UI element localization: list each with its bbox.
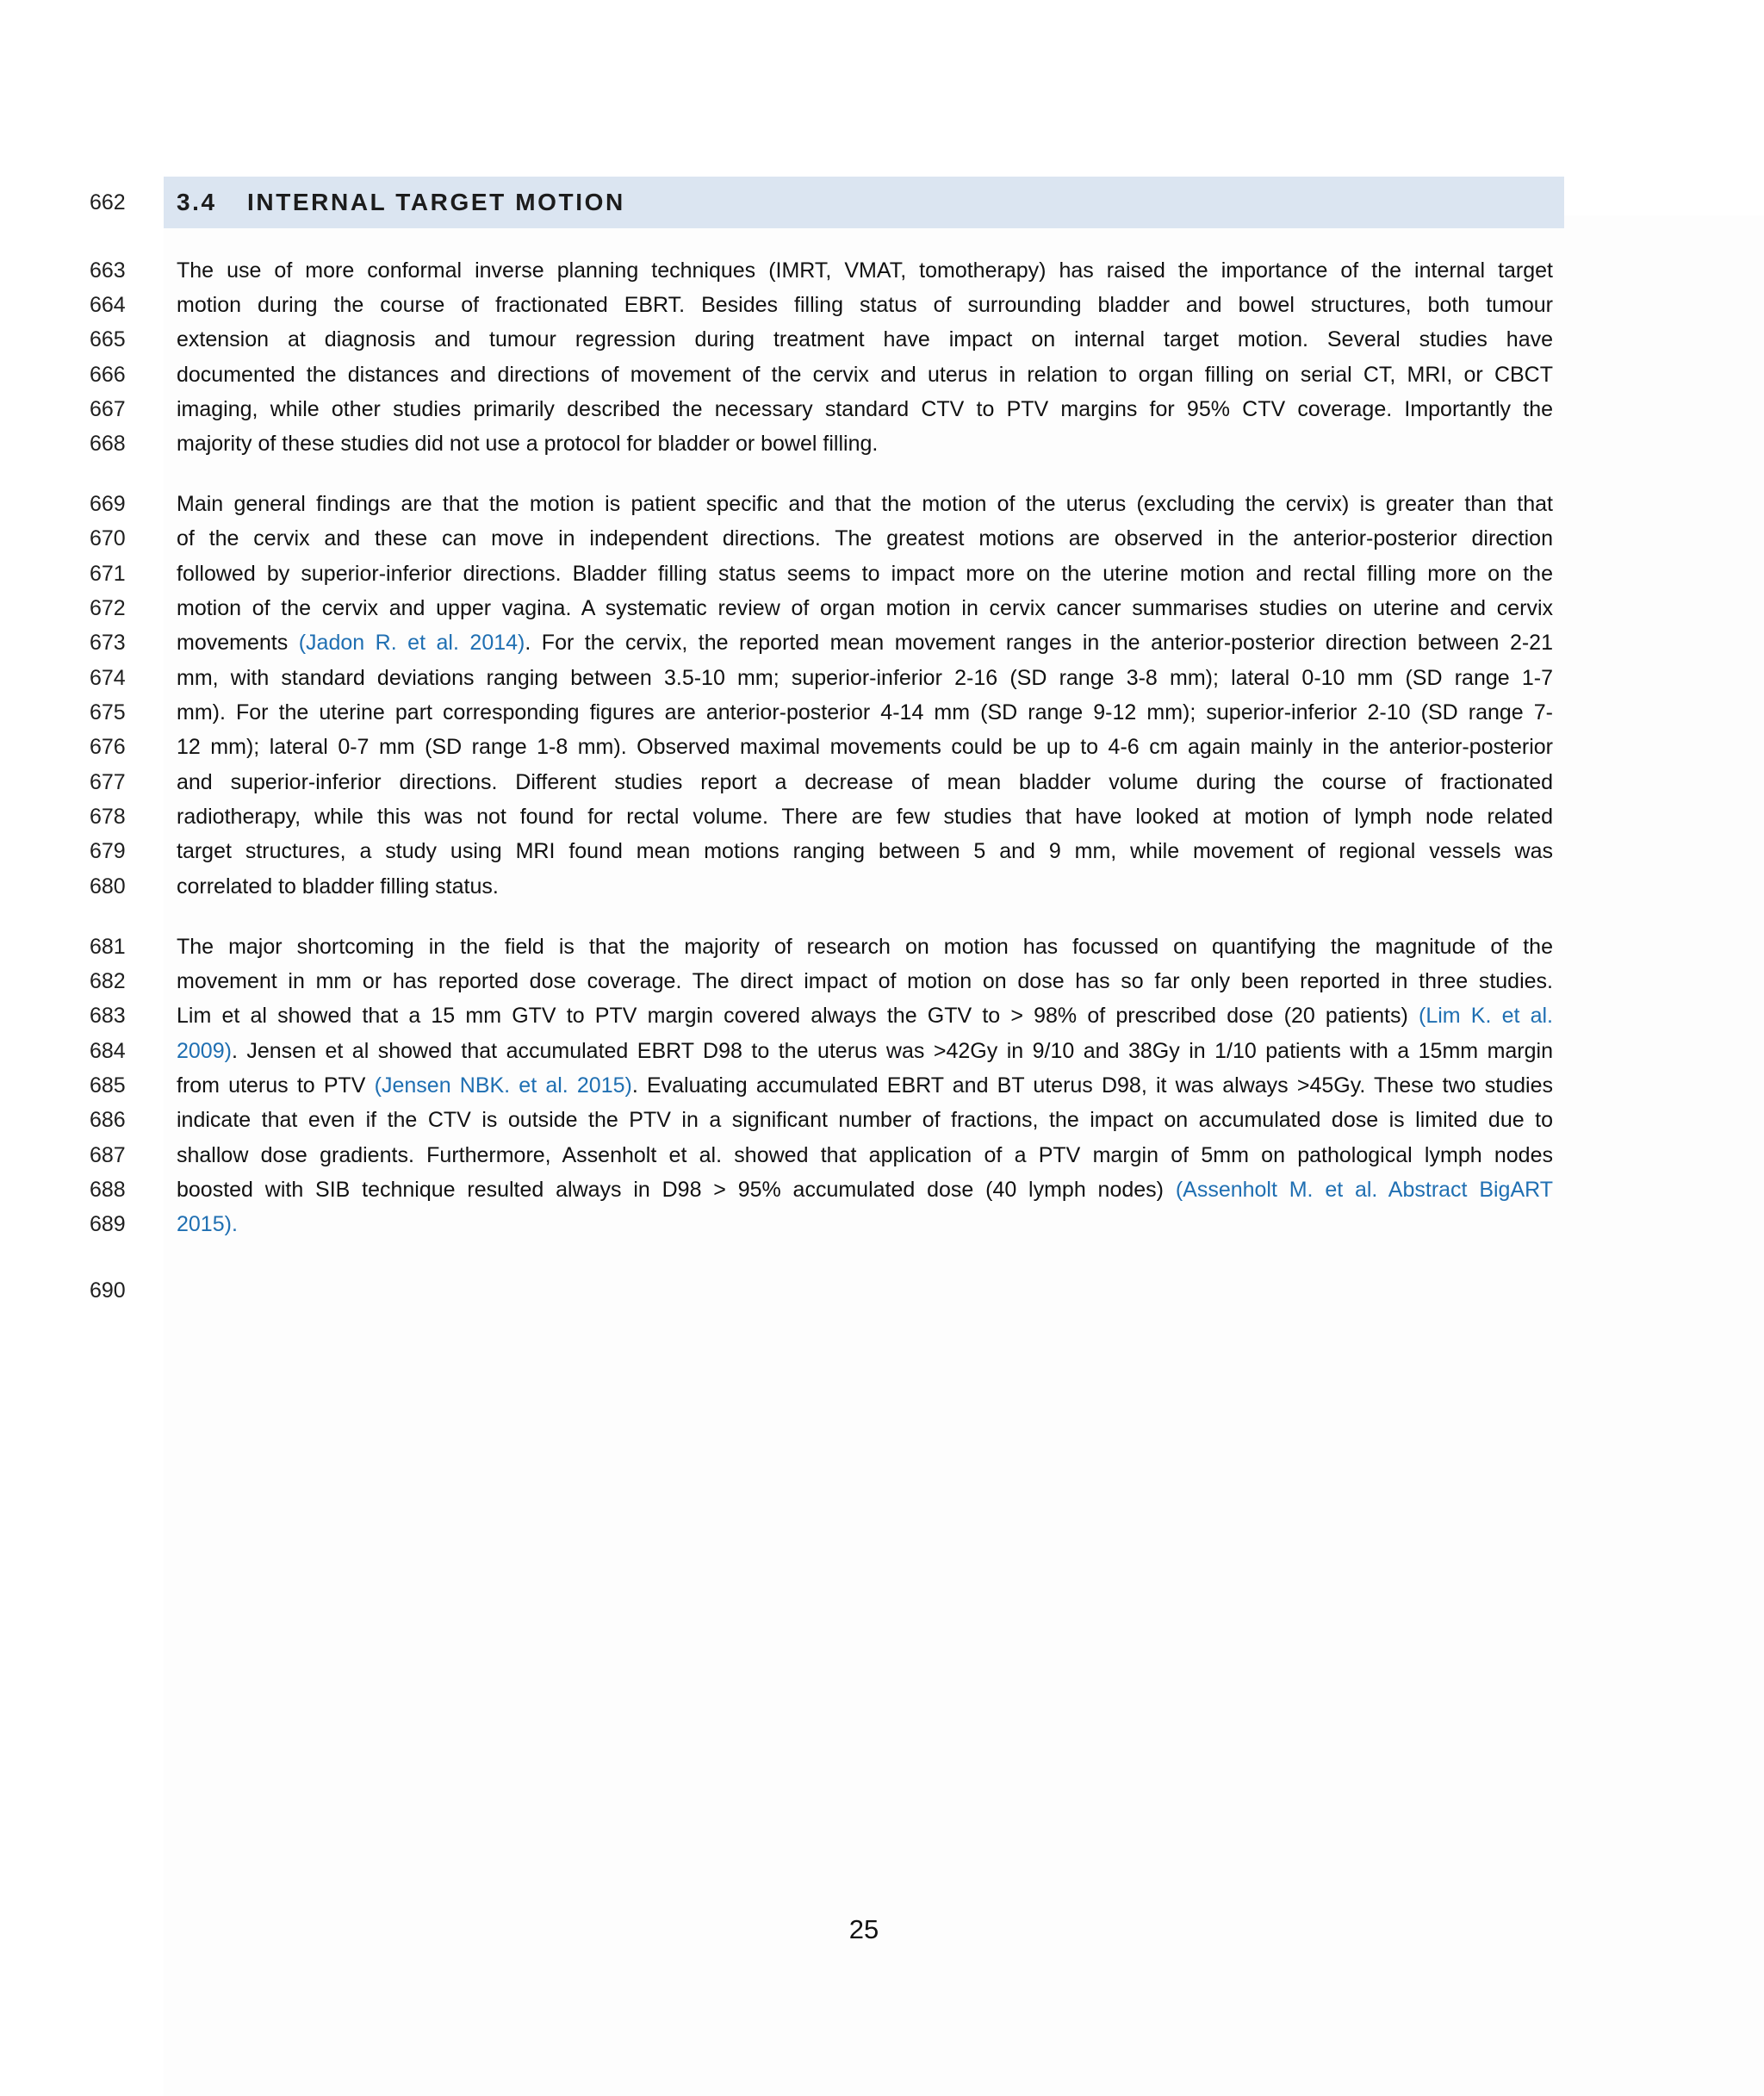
text-segment: and superior-inferior directions. Different studies report a decrease of mean bladder volume during the course of fractionated: [177, 770, 1553, 794]
section-number: 3.4: [177, 189, 217, 215]
line-number: 663: [90, 258, 126, 283]
text-segment: target structures, a study using MRI found mean motions ranging between 5 and 9 mm, while movement of regional vessels was: [177, 839, 1553, 863]
citation-link[interactable]: (Jensen NBK. et al. 2015): [374, 1073, 632, 1098]
line-number: 689: [90, 1212, 126, 1236]
line-number: 666: [90, 363, 126, 387]
text-line: [177, 392, 1553, 426]
text-segment: Lim et al showed that a 15 mm GTV to PTV margin covered always the GTV to > 98% of prescribed dose (20 patients): [177, 1004, 1419, 1028]
text-line: [177, 661, 1553, 695]
text-line: [177, 869, 1553, 904]
text-line: [177, 625, 1553, 660]
line-number: 669: [90, 492, 126, 516]
citation-link[interactable]: (Lim K. et al.: [1419, 1004, 1553, 1028]
text-line: [177, 288, 1553, 322]
line-number: 681: [90, 935, 126, 959]
text-segment: shallow dose gradients. Furthermore, Assenholt et al. showed that application of a PTV margin of 5mm on pathological lymph nodes: [177, 1143, 1553, 1167]
text-segment: radiotherapy, while this was not found for rectal volume. There are few studies that have looked at motion of lymph node related: [177, 805, 1553, 829]
text-line: [177, 487, 1553, 521]
text-segment: correlated to bladder filling status.: [177, 874, 499, 899]
text-segment: mm). For the uterine part corresponding figures are anterior-posterior 4-14 mm (SD range 9-12 mm); superior-inferior 2-10 (SD range 7-: [177, 700, 1553, 725]
line-number: 671: [90, 562, 126, 586]
text-segment: movement in mm or has reported dose coverage. The direct impact of motion on dose has so far only been reported in three studies.: [177, 969, 1553, 993]
line-number: 680: [90, 874, 126, 899]
text-line: [177, 591, 1553, 625]
text-line: [177, 521, 1553, 556]
line-number: 673: [90, 631, 126, 655]
text-line: [177, 358, 1553, 392]
citation-link[interactable]: (Assenholt M. et al. Abstract BigART: [1175, 1178, 1553, 1202]
line-number: 675: [90, 700, 126, 725]
line-number: 670: [90, 526, 126, 550]
text-segment: . Jensen et al showed that accumulated EBRT D98 to the uterus was >42Gy in 9/10 and 38Gy in 1/10 patients with a 15mm margin: [231, 1039, 1553, 1063]
text-segment: . Evaluating accumulated EBRT and BT uterus D98, it was always >45Gy. These two studies: [631, 1073, 1553, 1098]
text-line: [177, 253, 1553, 288]
line-number: 686: [90, 1108, 126, 1132]
section-title: INTERNAL TARGET MOTION: [247, 189, 625, 215]
line-number: 665: [90, 327, 126, 351]
text-line: [177, 930, 1553, 964]
text-line: [177, 1068, 1553, 1103]
text-segment: indicate that even if the CTV is outside the PTV in a significant number of fractions, the impact on accumulated dose is limited due to: [177, 1108, 1553, 1132]
text-line: [177, 322, 1553, 357]
text-line: [177, 1034, 1553, 1068]
text-segment: The use of more conformal inverse planning techniques (IMRT, VMAT, tomotherapy) has raised the importance of the internal target: [177, 258, 1553, 283]
line-number: 679: [90, 839, 126, 863]
text-segment: . For the cervix, the reported mean movement ranges in the anterior-posterior direction between 2-21: [525, 631, 1553, 655]
text-segment: 12 mm); lateral 0-7 mm (SD range 1-8 mm). Observed maximal movements could be up to 4-6 cm again mainly in the anterior-posterior: [177, 735, 1553, 759]
section-heading: [177, 177, 625, 228]
text-line: [177, 1207, 1553, 1241]
line-number: 685: [90, 1073, 126, 1098]
line-number: 672: [90, 596, 126, 620]
text-segment: mm, with standard deviations ranging between 3.5-10 mm; superior-inferior 2-16 (SD range 3-8 mm); lateral 0-10 mm (SD range 1-7: [177, 666, 1553, 690]
citation-link[interactable]: 2009): [177, 1039, 232, 1063]
line-number: 682: [90, 969, 126, 993]
line-number: 684: [90, 1039, 126, 1063]
citation-link[interactable]: (Jadon R. et al. 2014): [298, 631, 525, 655]
line-number: 683: [90, 1004, 126, 1028]
line-number: 690: [90, 1278, 126, 1303]
text-segment: imaging, while other studies primarily described the necessary standard CTV to PTV margins for 95% CTV coverage. Importantly the: [177, 397, 1553, 421]
text-segment: motion during the course of fractionated EBRT. Besides filling status of surrounding bladder and bowel structures, both tumour: [177, 293, 1553, 317]
text-line: [177, 799, 1553, 834]
line-number: 688: [90, 1178, 126, 1202]
text-segment: from uterus to PTV: [177, 1073, 375, 1098]
text-segment: The major shortcoming in the field is that the majority of research on motion has focussed on quantifying the magnitude of the: [177, 935, 1553, 959]
line-number: 674: [90, 666, 126, 690]
text-line: [177, 765, 1553, 799]
text-segment: boosted with SIB technique resulted always in D98 > 95% accumulated dose (40 lymph nodes): [177, 1178, 1176, 1202]
text-line: [177, 1103, 1553, 1137]
text-segment: majority of these studies did not use a protocol for bladder or bowel filling.: [177, 432, 879, 456]
text-segment: of the cervix and these can move in independent directions. The greatest motions are observed in the anterior-posterior direction: [177, 526, 1553, 550]
line-number: 677: [90, 770, 126, 794]
page-number: 25: [848, 1914, 879, 1944]
text-line: [177, 695, 1553, 730]
line-number: 667: [90, 397, 126, 421]
line-number: 687: [90, 1143, 126, 1167]
text-line: [177, 557, 1553, 591]
text-line: [177, 964, 1553, 998]
text-segment: documented the distances and directions of movement of the cervix and uterus in relation to organ filling on serial CT, MRI, or CBCT: [177, 363, 1553, 387]
line-number: 664: [90, 293, 126, 317]
text-line: [177, 1138, 1553, 1172]
line-number: 678: [90, 805, 126, 829]
text-segment: motion of the cervix and upper vagina. A systematic review of organ motion in cervix cancer summarises studies on uterine and cervix: [177, 596, 1553, 620]
text-line: [177, 834, 1553, 868]
line-number: 676: [90, 735, 126, 759]
text-segment: movements: [177, 631, 299, 655]
citation-link[interactable]: 2015).: [177, 1212, 238, 1236]
line-number: 662: [90, 190, 126, 215]
text-line: [177, 426, 1553, 461]
text-line: [177, 1172, 1553, 1207]
text-segment: Main general findings are that the motion is patient specific and that the motion of the uterus (excluding the cervix) is greater than that: [177, 492, 1553, 516]
text-segment: extension at diagnosis and tumour regression during treatment have impact on internal target motion. Several studies have: [177, 327, 1553, 351]
text-line: [177, 998, 1553, 1033]
text-line: [177, 730, 1553, 764]
line-number: 668: [90, 432, 126, 456]
text-segment: followed by superior-inferior directions. Bladder filling status seems to impact more on the uterine motion and rectal filling more on the: [177, 562, 1553, 586]
